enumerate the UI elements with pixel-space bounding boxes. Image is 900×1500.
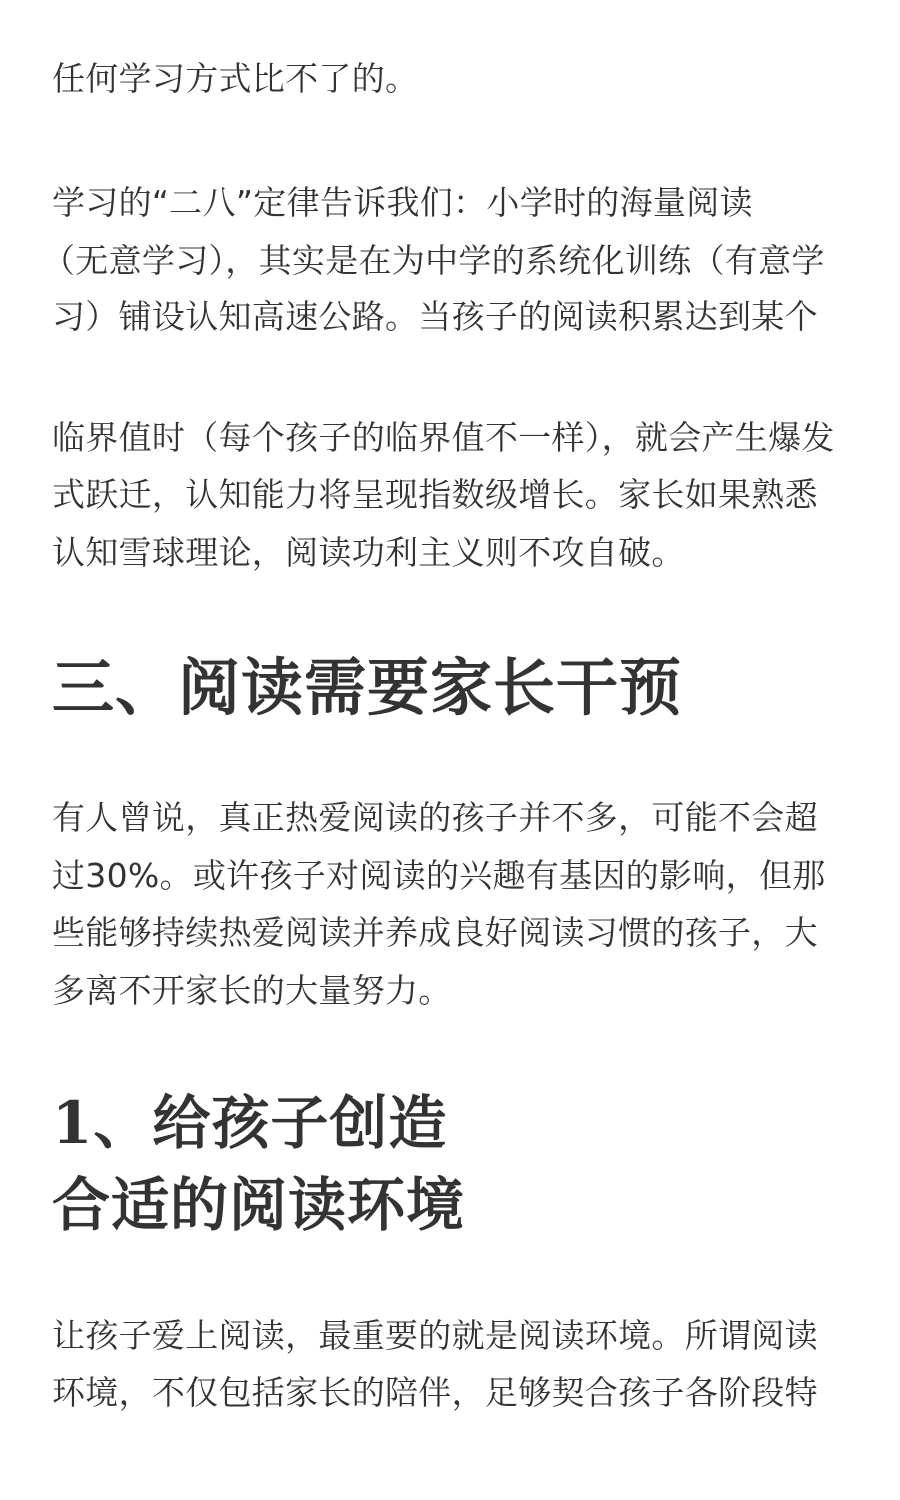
paragraph-line: 有人曾说，真正热爱阅读的孩子并不多，可能不会超	[52, 798, 818, 837]
paragraph-line: 任何学习方式比不了的。	[52, 59, 419, 98]
paragraph-line: 过30%。或许孩子对阅读的兴趣有基因的影响，但那	[52, 856, 826, 895]
paragraph-line: 让孩子爱上阅读，最重要的就是阅读环境。所谓阅读	[52, 1316, 818, 1355]
paragraph-line: 多离不开家长的大量努力。	[52, 971, 452, 1010]
subsection-heading-line: 1、给孩子创造	[52, 1089, 448, 1157]
paragraph-line: 习）铺设认知高速公路。当孩子的阅读积累达到某个	[52, 297, 818, 336]
subsection-heading-line: 合适的阅读环境	[52, 1171, 466, 1239]
paragraph-line: 些能够持续热爱阅读并养成良好阅读习惯的孩子，大	[52, 913, 818, 952]
section-heading: 三、阅读需要家长干预	[52, 651, 683, 724]
paragraph-line: 环境，不仅包括家长的陪伴，足够契合孩子各阶段特	[52, 1373, 818, 1412]
paragraph-line: 认知雪球理论，阅读功利主义则不攻自破。	[52, 533, 685, 572]
paragraph-line: 临界值时（每个孩子的临界值不一样），就会产生爆发	[52, 418, 835, 457]
paragraph-line: （无意学习），其实是在为中学的系统化训练（有意学	[42, 241, 825, 280]
paragraph-line: 式跃迁，认知能力将呈现指数级增长。家长如果熟悉	[52, 475, 818, 514]
paragraph-line: 学习的“二八”定律告诉我们：小学时的海量阅读	[52, 183, 753, 222]
